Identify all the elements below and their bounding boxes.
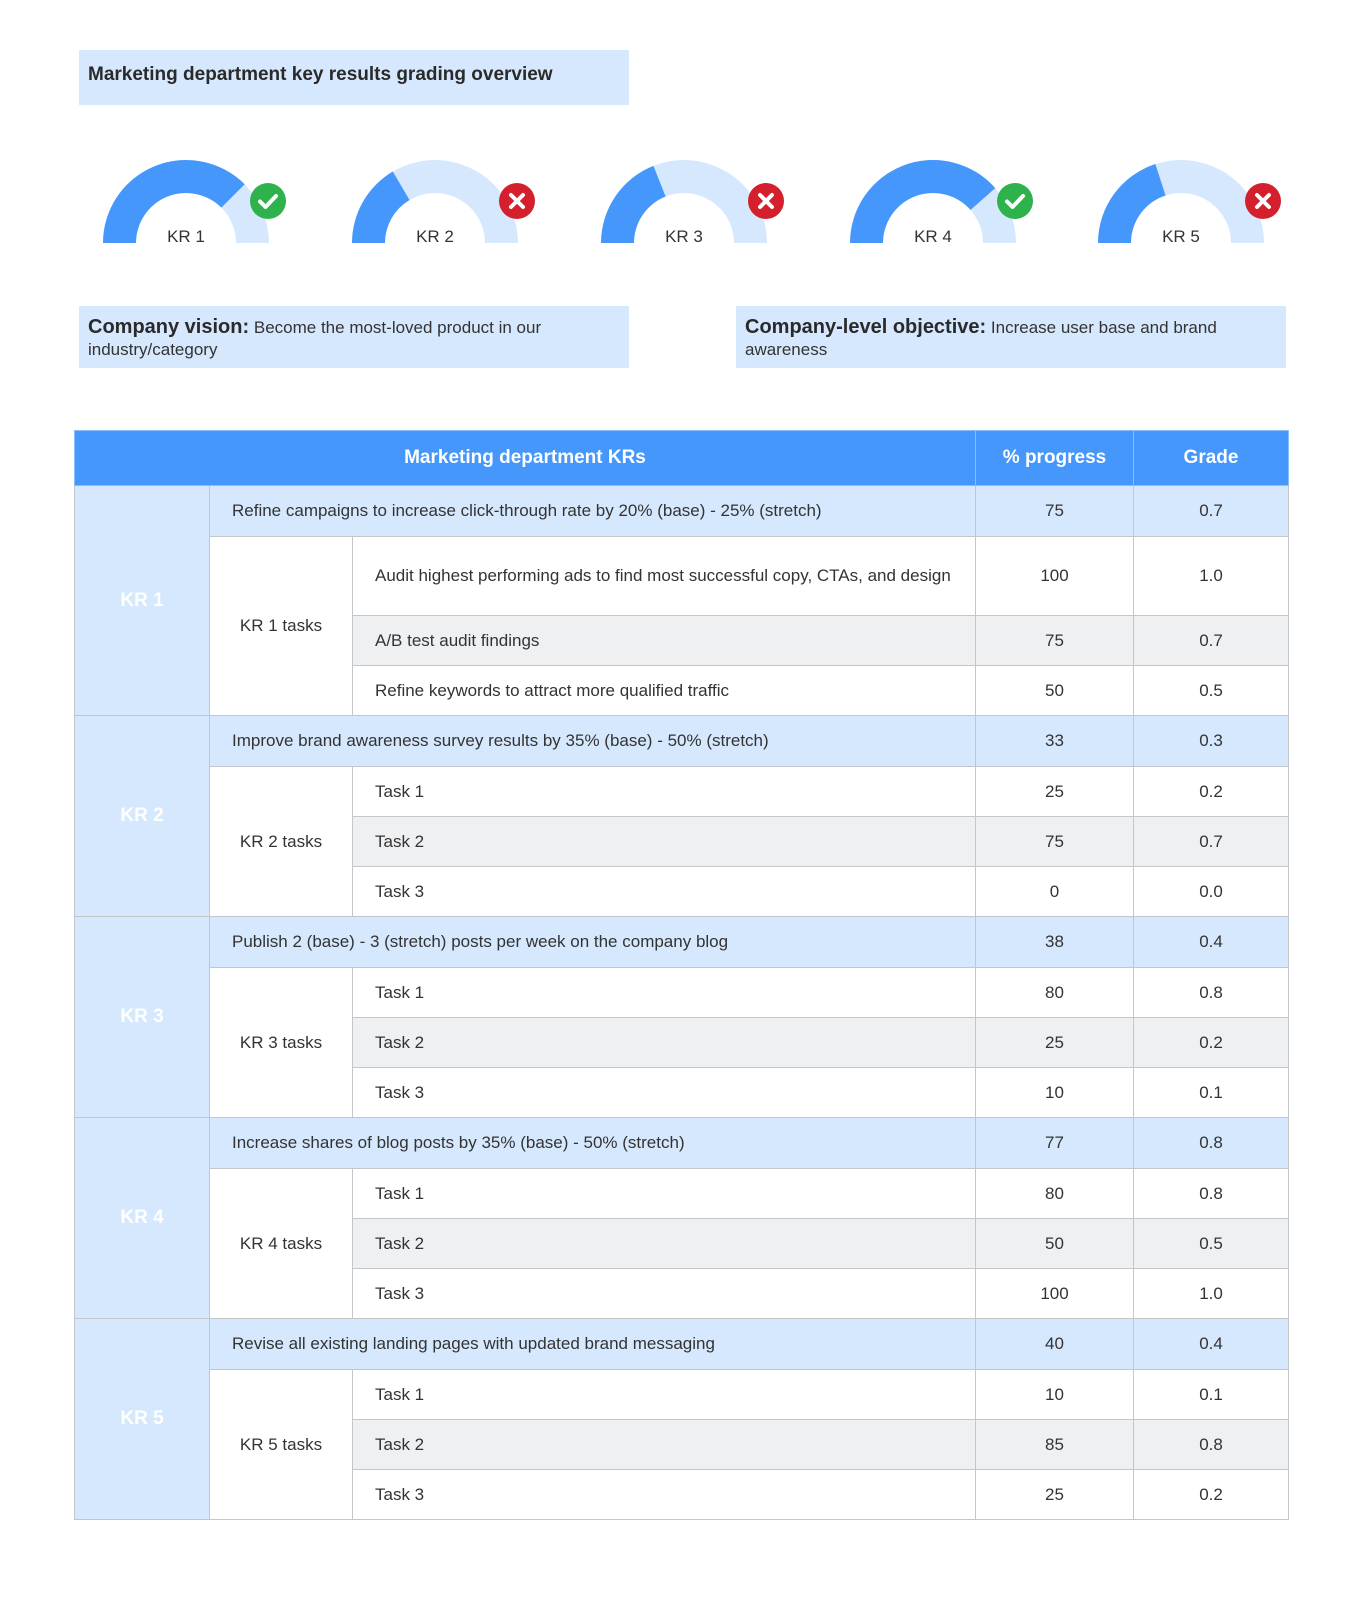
- table-header-row: [75, 431, 1289, 486]
- task-progress: 75: [976, 817, 1134, 867]
- kr-gauge: [103, 159, 293, 249]
- kr-progress: 75: [976, 486, 1134, 537]
- task-grade: 1.0: [1134, 1269, 1289, 1319]
- gauge-label: KR 3: [665, 227, 703, 246]
- company-objective-text: Increase user base and brand awareness: [745, 318, 1217, 359]
- task-row: [75, 1370, 1289, 1420]
- kr-description: Improve brand awareness survey results by 35% (base) - 50% (stretch): [210, 716, 976, 767]
- kr-row: [75, 1118, 1289, 1169]
- task-name: Audit highest performing ads to find most successful copy, CTAs, and design: [353, 537, 976, 616]
- company-objective-label: Company-level objective:: [745, 316, 987, 338]
- task-grade: 0.1: [1134, 1068, 1289, 1118]
- kr-description: Increase shares of blog posts by 35% (base) - 50% (stretch): [210, 1118, 976, 1169]
- header-krs: Marketing department KRs: [75, 431, 976, 486]
- kr-progress: 77: [976, 1118, 1134, 1169]
- task-progress: 25: [976, 767, 1134, 817]
- task-progress: 50: [976, 1219, 1134, 1269]
- kr-row: [75, 486, 1289, 537]
- task-progress: 10: [976, 1068, 1134, 1118]
- kr-table: [74, 430, 1289, 1520]
- kr-name: KR 4: [75, 1118, 210, 1319]
- kr-grade: 0.4: [1134, 917, 1289, 968]
- task-name: Task 2: [353, 1219, 976, 1269]
- task-row: [75, 968, 1289, 1018]
- kr-name: KR 5: [75, 1319, 210, 1520]
- task-grade: 0.7: [1134, 616, 1289, 666]
- task-grade: 0.2: [1134, 767, 1289, 817]
- tasks-group-label: KR 2 tasks: [210, 767, 353, 917]
- task-name: Task 1: [353, 767, 976, 817]
- kr-row: [75, 917, 1289, 968]
- x-icon: [1245, 183, 1281, 219]
- check-icon: [997, 183, 1033, 219]
- kr-grade: 0.7: [1134, 486, 1289, 537]
- task-progress: 0: [976, 867, 1134, 917]
- task-grade: 0.2: [1134, 1018, 1289, 1068]
- kr-name: KR 2: [75, 716, 210, 917]
- tasks-group-label: KR 4 tasks: [210, 1169, 353, 1319]
- task-grade: 0.1: [1134, 1370, 1289, 1420]
- tasks-group-label: KR 1 tasks: [210, 537, 353, 716]
- kr-name: KR 3: [75, 917, 210, 1118]
- task-progress: 100: [976, 1269, 1134, 1319]
- kr-gauge: [850, 159, 1040, 249]
- kr-description: Refine campaigns to increase click-through rate by 20% (base) - 25% (stretch): [210, 486, 976, 537]
- kr-gauge: [1098, 159, 1288, 249]
- kr-description: Revise all existing landing pages with updated brand messaging: [210, 1319, 976, 1370]
- task-grade: 0.8: [1134, 968, 1289, 1018]
- task-grade: 0.5: [1134, 666, 1289, 716]
- header-progress: % progress: [976, 431, 1134, 486]
- task-grade: 0.2: [1134, 1470, 1289, 1520]
- kr-progress: 38: [976, 917, 1134, 968]
- kr-gauge: [601, 159, 791, 249]
- task-progress: 75: [976, 616, 1134, 666]
- task-name: Task 1: [353, 968, 976, 1018]
- task-grade: 0.8: [1134, 1169, 1289, 1219]
- task-grade: 1.0: [1134, 537, 1289, 616]
- company-vision-text: Become the most-loved product in our industry/category: [88, 318, 542, 359]
- gauge-label: KR 1: [167, 227, 205, 246]
- task-row: [75, 767, 1289, 817]
- x-icon: [748, 183, 784, 219]
- task-grade: 0.8: [1134, 1420, 1289, 1470]
- kr-grade: 0.3: [1134, 716, 1289, 767]
- task-row: [75, 1169, 1289, 1219]
- task-progress: 10: [976, 1370, 1134, 1420]
- company-vision-box: [79, 306, 629, 368]
- task-progress: 85: [976, 1420, 1134, 1470]
- task-progress: 100: [976, 537, 1134, 616]
- task-row: [75, 537, 1289, 616]
- header-grade: Grade: [1134, 431, 1289, 486]
- page-title: Marketing department key results grading overview: [79, 50, 629, 105]
- gauge-label: KR 4: [914, 227, 952, 246]
- task-progress: 80: [976, 968, 1134, 1018]
- task-name: Refine keywords to attract more qualified traffic: [353, 666, 976, 716]
- kr-description: Publish 2 (base) - 3 (stretch) posts per week on the company blog: [210, 917, 976, 968]
- task-progress: 25: [976, 1470, 1134, 1520]
- company-vision-label: Company vision:: [88, 316, 250, 338]
- check-icon: [250, 183, 286, 219]
- kr-grade: 0.4: [1134, 1319, 1289, 1370]
- company-objective-box: [736, 306, 1286, 368]
- kr-row: [75, 1319, 1289, 1370]
- kr-progress: 33: [976, 716, 1134, 767]
- task-progress: 25: [976, 1018, 1134, 1068]
- kr-progress: 40: [976, 1319, 1134, 1370]
- kr-name: KR 1: [75, 486, 210, 716]
- task-name: Task 3: [353, 867, 976, 917]
- tasks-group-label: KR 3 tasks: [210, 968, 353, 1118]
- gauge-label: KR 2: [416, 227, 454, 246]
- kr-gauge: [352, 159, 542, 249]
- task-progress: 50: [976, 666, 1134, 716]
- gauge-label: KR 5: [1162, 227, 1200, 246]
- task-grade: 0.5: [1134, 1219, 1289, 1269]
- task-name: Task 2: [353, 817, 976, 867]
- task-progress: 80: [976, 1169, 1134, 1219]
- task-grade: 0.0: [1134, 867, 1289, 917]
- task-name: Task 3: [353, 1269, 976, 1319]
- task-name: Task 3: [353, 1068, 976, 1118]
- task-name: Task 1: [353, 1169, 976, 1219]
- task-name: A/B test audit findings: [353, 616, 976, 666]
- task-name: Task 2: [353, 1018, 976, 1068]
- tasks-group-label: KR 5 tasks: [210, 1370, 353, 1520]
- x-icon: [499, 183, 535, 219]
- task-name: Task 2: [353, 1420, 976, 1470]
- task-name: Task 3: [353, 1470, 976, 1520]
- kr-row: [75, 716, 1289, 767]
- task-grade: 0.7: [1134, 817, 1289, 867]
- task-name: Task 1: [353, 1370, 976, 1420]
- kr-grade: 0.8: [1134, 1118, 1289, 1169]
